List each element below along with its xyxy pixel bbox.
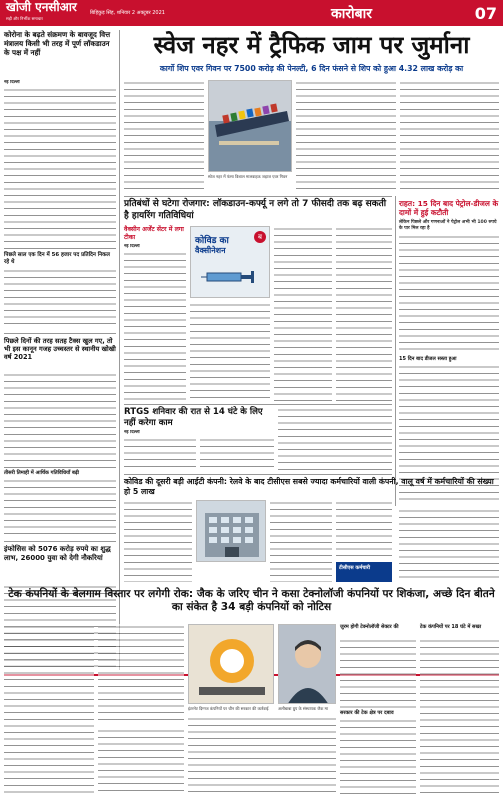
article-body-text [188, 716, 336, 796]
syringe-icon [201, 259, 261, 295]
lockdown-headline: प्रतिबंधों से घटेगा रोजगार: लॉकडाउन-कर्फ्यू न लगे तो 7 फीसदी तक बढ़ सकती है हायरिंग गतिविधियां [124, 199, 387, 221]
fuel-price-mid-headline: 15 दिन बाद डीजल सस्ता हुआ [399, 356, 457, 362]
divider [124, 404, 392, 405]
tech-photo [188, 624, 274, 704]
article-body-text [340, 638, 416, 708]
article-body-text [124, 251, 186, 401]
article-body-text [274, 226, 332, 401]
article-body-text [399, 234, 499, 354]
article-body-text [296, 80, 396, 192]
article-subhead: पिछले साल एक दिन में 56 हजार पद प्रतिदिन निकल रहे थे [4, 252, 110, 265]
photo-caption: स्वेज नहर में फंसा विशाल मालवाहक जहाज एवर गिवन [208, 174, 288, 179]
vaccine-image-title: कोविड का [195, 236, 229, 246]
article-body-text [278, 407, 392, 471]
bottom-subhead: जुरम होगी टेक्नोलॉजी सेक्टर की [340, 624, 399, 630]
page-number: 07 [474, 3, 497, 23]
cargo-ship-image [209, 81, 292, 172]
article-body-text [420, 638, 499, 796]
photo-caption: इंटरनेट दिग्गज कंपनियों पर चीन की सरकार की कार्रवाई [188, 706, 269, 711]
photo-caption: अलीबाबा ग्रुप के संस्थापक जैक मा [278, 706, 328, 711]
article-body-text [4, 87, 116, 249]
ship-photo [208, 80, 292, 172]
left-mid-headline: पिछले दिनों की तरह सतह टैक्स खुल गए, तो भी इस कानून गजह उच्चस्तर से स्थानीय खोखी वर्ष 2021 [4, 337, 116, 362]
tcs-employee-box: टीसीएस कर्मचारी [336, 562, 392, 582]
tcs-building-photo [196, 500, 266, 562]
vaccine-photo [190, 226, 270, 298]
left-bottom-headline: इंफोसिस को 5076 करोड़ रुपये का शुद्ध लाभ, 26000 युवा को देगी नौकरियां [4, 545, 111, 562]
article-body-text [340, 718, 416, 796]
article-body-text [336, 500, 392, 560]
main-subhead: कार्गो शिप एवर गिवन पर 7500 करोड़ की पेनल्टी, 6 दिन फंसने से शिप को हुआ 4.32 लाख करोड़ का [159, 64, 464, 73]
article-body-text [400, 80, 499, 192]
article-body-text [4, 478, 116, 538]
portrait-image [279, 625, 336, 704]
divider [124, 196, 392, 197]
it-jobs-headline: कोविड की दूसरी बड़ी आईटी कंपनी: रेलवे के बाद टीसीएस सबसे ज्यादा कर्मचारियों वाली कंपनी, वालू वर्ष में कर्मचारियों की संख्या हो 5 लाख [124, 477, 494, 496]
masthead [0, 0, 503, 26]
brand-name: खोजी एनसीआर [6, 0, 77, 14]
main-headline: स्वेज नहर में ट्रैफिक जाम पर जुर्माना [153, 31, 470, 59]
article-body-text [336, 226, 392, 401]
vaccine-image-subtitle: वैक्सीनेशन [195, 246, 226, 255]
article-body-text [98, 728, 184, 796]
column-rule [119, 30, 120, 670]
bottom-subhead: सरकार की टेक क्षेत्र पर दबाव [340, 710, 394, 716]
vaccine-dateline: नई दिल्ली [124, 244, 140, 249]
section-title: कारोबार [330, 5, 373, 22]
bottom-subhead: टेक कंपनियों पर 18 घंटे में सख्त [420, 624, 482, 630]
article-subhead: तीसरी तिमाही में आर्थिक गतिविधियाँ बढ़ी [4, 470, 79, 476]
article-body-text [124, 80, 204, 192]
divider [4, 541, 116, 542]
brand-tagline: सही और निर्भीक समाचार [6, 16, 43, 21]
article-body-text [4, 372, 116, 468]
fuel-price-subhead: लेकिन पिछले और गणनाओं ने पेट्रोल अभी भी 100 रुपये के पार मिल रहा है [399, 220, 497, 231]
article-body-text [270, 500, 332, 582]
article-body-text [200, 437, 274, 471]
vaccine-image-tag: ब [254, 231, 266, 243]
vaccine-headline: वैक्सीन अर्जेंट सेंटर में लगा टीका [124, 226, 184, 241]
jack-ma-photo [278, 624, 336, 704]
rtgs-dateline: नई दिल्ली [124, 430, 140, 435]
tech-logo-image [189, 625, 274, 704]
divider [4, 333, 116, 334]
fuel-price-headline: राहत: 15 दिन बाद पेट्रोल-डीजल के दामों में हुई कटौती [399, 199, 499, 218]
brand-logo [0, 2, 90, 24]
column-rule [395, 196, 396, 506]
left-top-article [4, 30, 116, 57]
article-body-text [98, 624, 184, 724]
article-dateline: नई दिल्ली [4, 80, 20, 85]
article-body-text [124, 437, 196, 471]
rtgs-headline: RTGS शनिवार की रात से 14 घंटे के लिए नहीं करेगा काम [124, 407, 263, 428]
article-body-text [4, 268, 116, 330]
bottom-headline: टेक कंपनियों के बेलगाम विस्तार पर लगेगी रोक: जैक के जरिए चीन ने कसा टेक्नोलॉजी कंपनियों पर शिकंजा, अच्छे दिन बीतने का संकेत है 34 बड़ी कंपनियों को नोटिस [8, 588, 495, 613]
issue-dateline: बिहिकुड़ सिंह, शनिवार 2 अक्टूबर 2021 [90, 10, 165, 16]
divider [124, 474, 392, 475]
article-headline: कोरोना के बढ़ते संक्रमण के बावजूद वित्त मंत्रालय किसी भी तरह में पूर्ण लॉकडाउन के पक्ष में नहीं [4, 30, 111, 57]
article-body-text [399, 508, 499, 582]
article-body-text [4, 624, 94, 796]
article-body-text [124, 500, 192, 582]
article-body-text [190, 302, 270, 401]
office-building-image [197, 501, 266, 562]
